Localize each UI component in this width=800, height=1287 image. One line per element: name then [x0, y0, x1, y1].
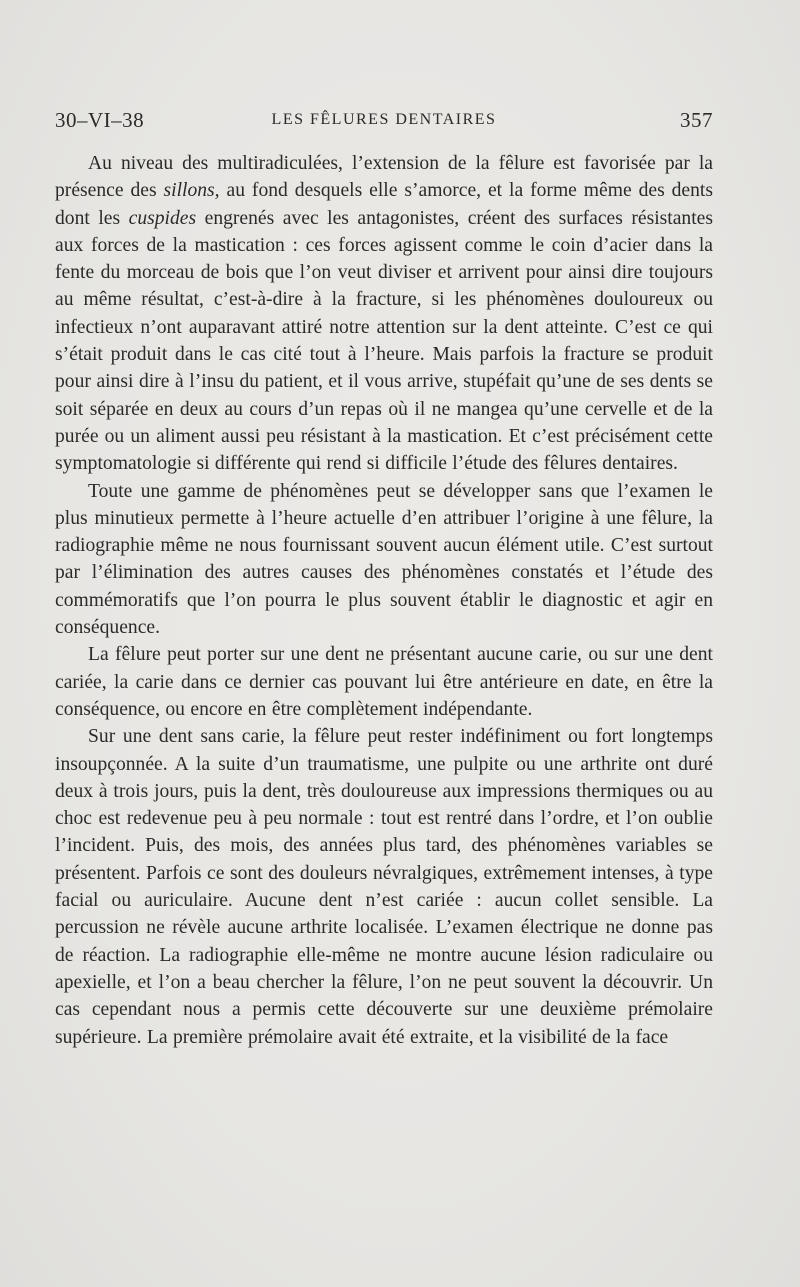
paragraph — [55, 723, 713, 1051]
paragraph-text: Toute une gamme de phénomènes peut se développer sans que l’examen le plus minutieux permette à l’heure actuelle d’en attribuer l’origine à une fêlure, la radiographie même ne nous fournissant souvent aucun élément utile. C’est surtout par l’élimination des autres causes des phénomènes constatés et l’étude des commémoratifs que l’on pourra le plus souvent établir le diagnostic et agir en conséquence. — [55, 480, 713, 639]
italic-term-cuspides: cuspides — [128, 207, 197, 229]
paragraph — [55, 478, 713, 642]
paragraph-text: au fond desquels elle s’amorce, et la forme même des dents dont les — [55, 180, 713, 229]
header-title: LES FÊLURES DENTAIRES — [271, 111, 497, 128]
paragraph-text: engrenés avec les antagonistes, créent des surfaces résistantes aux forces de la mastication : ces forces agissent comme le coin d’acier dans la fente du morceau de bois que l’on veut diviser et arrivent pour ainsi dire toujours au même résultat, c’est-à-dire à la fracture, si les phénomènes douloureux ou infectieux n’ont auparavant attiré notre attention sur la dent atteinte. C’est ce qui s’était produit dans le cas cité tout à l’heure. Mais parfois la fracture se produit pour ainsi dire à l’insu du patient, et il vous arrive, stupéfait qu’une de ses dents se soit séparée en deux au cours d’un repas où il ne mangea qu’une cervelle et de la purée ou un aliment aussi peu résistant à la mastication. Et c’est précisément cette symptomatologie si différente qui rend si difficile l’étude des fêlures dentaires. — [55, 207, 713, 475]
body-text — [55, 150, 713, 1051]
paragraph — [55, 641, 713, 723]
paragraph-text: Au niveau des multiradiculées, l’extension de la fêlure est favorisée par la présence des — [55, 153, 713, 202]
paragraph-text: La fêlure peut porter sur une dent ne présentant aucune carie, ou sur une dent cariée, la carie dans ce dernier cas pouvant lui être antérieure en date, en être la conséquence, ou encore en être complètement indépendante. — [55, 644, 713, 720]
paragraph-text: Sur une dent sans carie, la fêlure peut rester indéfiniment ou fort longtemps insoupçonnée. A la suite d’un traumatisme, une pulpite ou une arthrite ont duré deux à trois jours, puis la dent, très douloureuse aux impressions thermiques ou au choc est redevenue peu à peu normale : tout est rentré dans l’ordre, et l’on oublie l’incident. Puis, des mois, des années plus tard, des phénomènes variables se présentent. Parfois ce sont des douleurs névralgiques, extrêmement intenses, à type facial ou auriculaire. Aucune dent n’est cariée : aucun collet sensible. La percussion ne révèle aucune arthrite localisée. L’examen électrique ne donne pas de réaction. La radiographie elle-même ne montre aucune lésion radiculaire ou apexielle, et l’on a beau chercher la fêlure, l’on ne peut souvent la découvrir. Un cas cependant nous a permis cette découverte sur une deuxième prémolaire supérieure. La première prémolaire avait été extraite, et la visibilité de la face — [55, 726, 713, 1048]
page-number: 357 — [680, 108, 713, 132]
italic-term-sillons: sillons, — [163, 180, 220, 202]
header-date: 30–VI–38 — [55, 108, 145, 132]
paragraph — [55, 150, 713, 478]
running-header — [55, 108, 713, 138]
